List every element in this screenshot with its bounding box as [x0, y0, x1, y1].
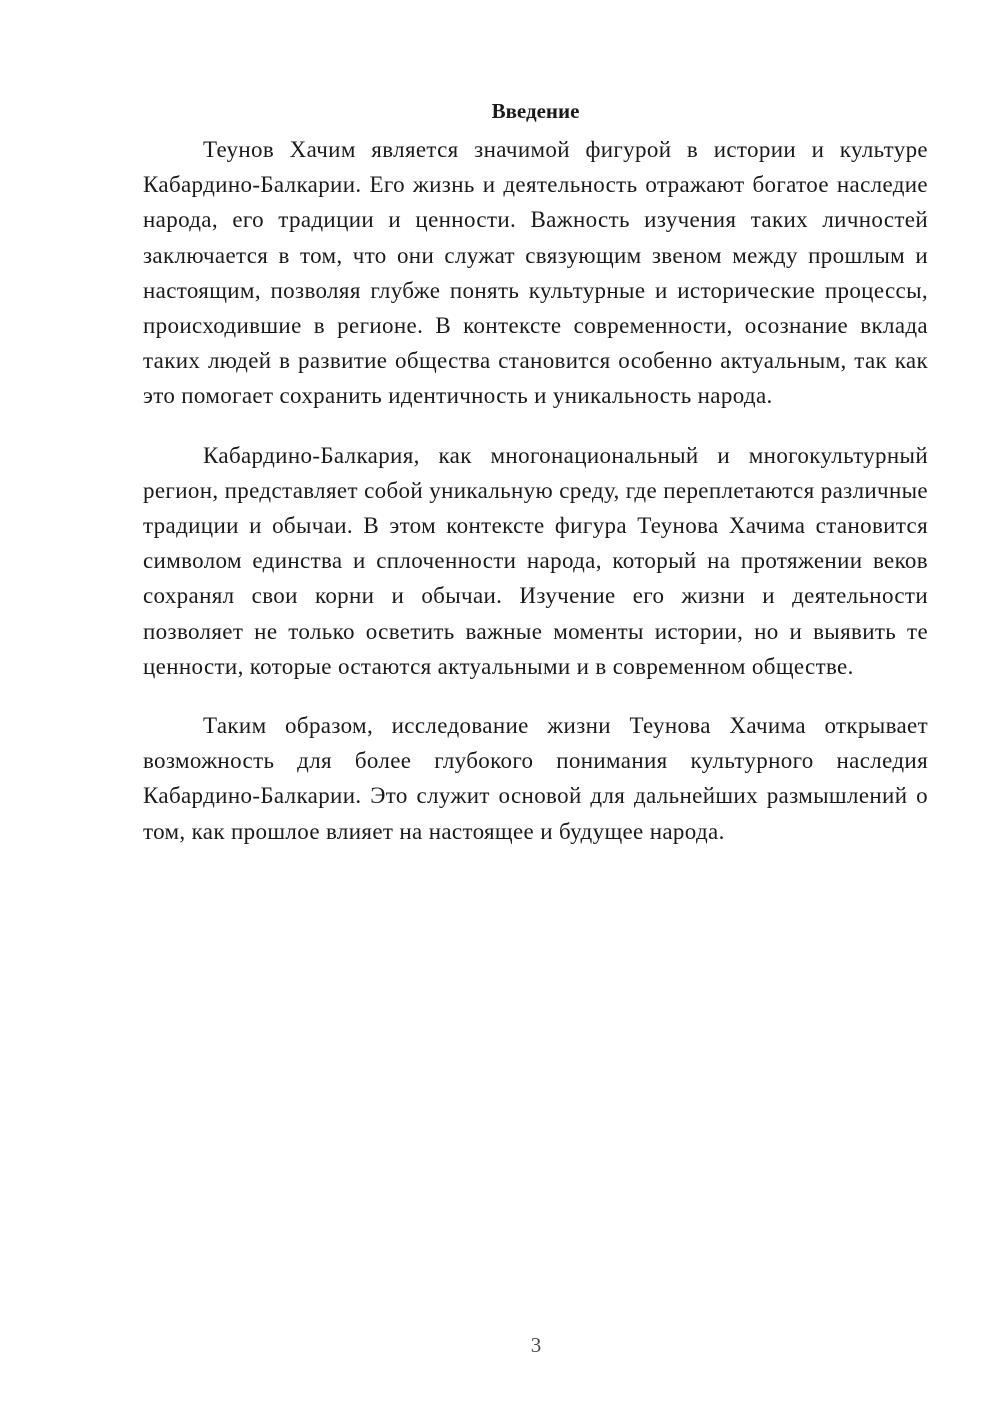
- section-heading: Введение: [491, 99, 580, 123]
- paragraph-2: Кабардино-Балкария, как многонациональный и многокультурный регион, представляет собой уникальную среду, где переплетаются различные традиции и обычаи. В этом контексте фигура Теунова Хачима становится символом единства и сплоченности народа, который на протяжении веков сохранял свои корни и обычаи. Изучение его жизни и деятельности позволяет не только осветить важные моменты истории, но и выявить те ценности, которые остаются актуальными и в современном обществе.: [143, 442, 928, 679]
- paragraph-1: Теунов Хачим является значимой фигурой в истории и культуре Кабардино-Балкарии. Его жизнь и деятельность отражают богатое наследие народа, его традиции и ценности. Важность изучения таких личностей заключается в том, что они служат связующим звеном между прошлым и настоящим, позволяя глубже понять культурные и исторические процессы, происходившие в регионе. В контексте современности, осознание вклада таких людей в развитие общества становится особенно актуальным, так как это помогает сохранить идентичность и уникальность народа.: [143, 137, 928, 409]
- page-content: [143, 94, 928, 873]
- page-number: 3: [530, 1333, 542, 1357]
- paragraph-3: Таким образом, исследование жизни Теунова Хачима открывает возможность для более глубокого понимания культурного наследия Кабардино-Балкарии. Это служит основой для дальнейших размышлений о том, как прошлое влияет на настоящее и будущее народа.: [143, 713, 928, 844]
